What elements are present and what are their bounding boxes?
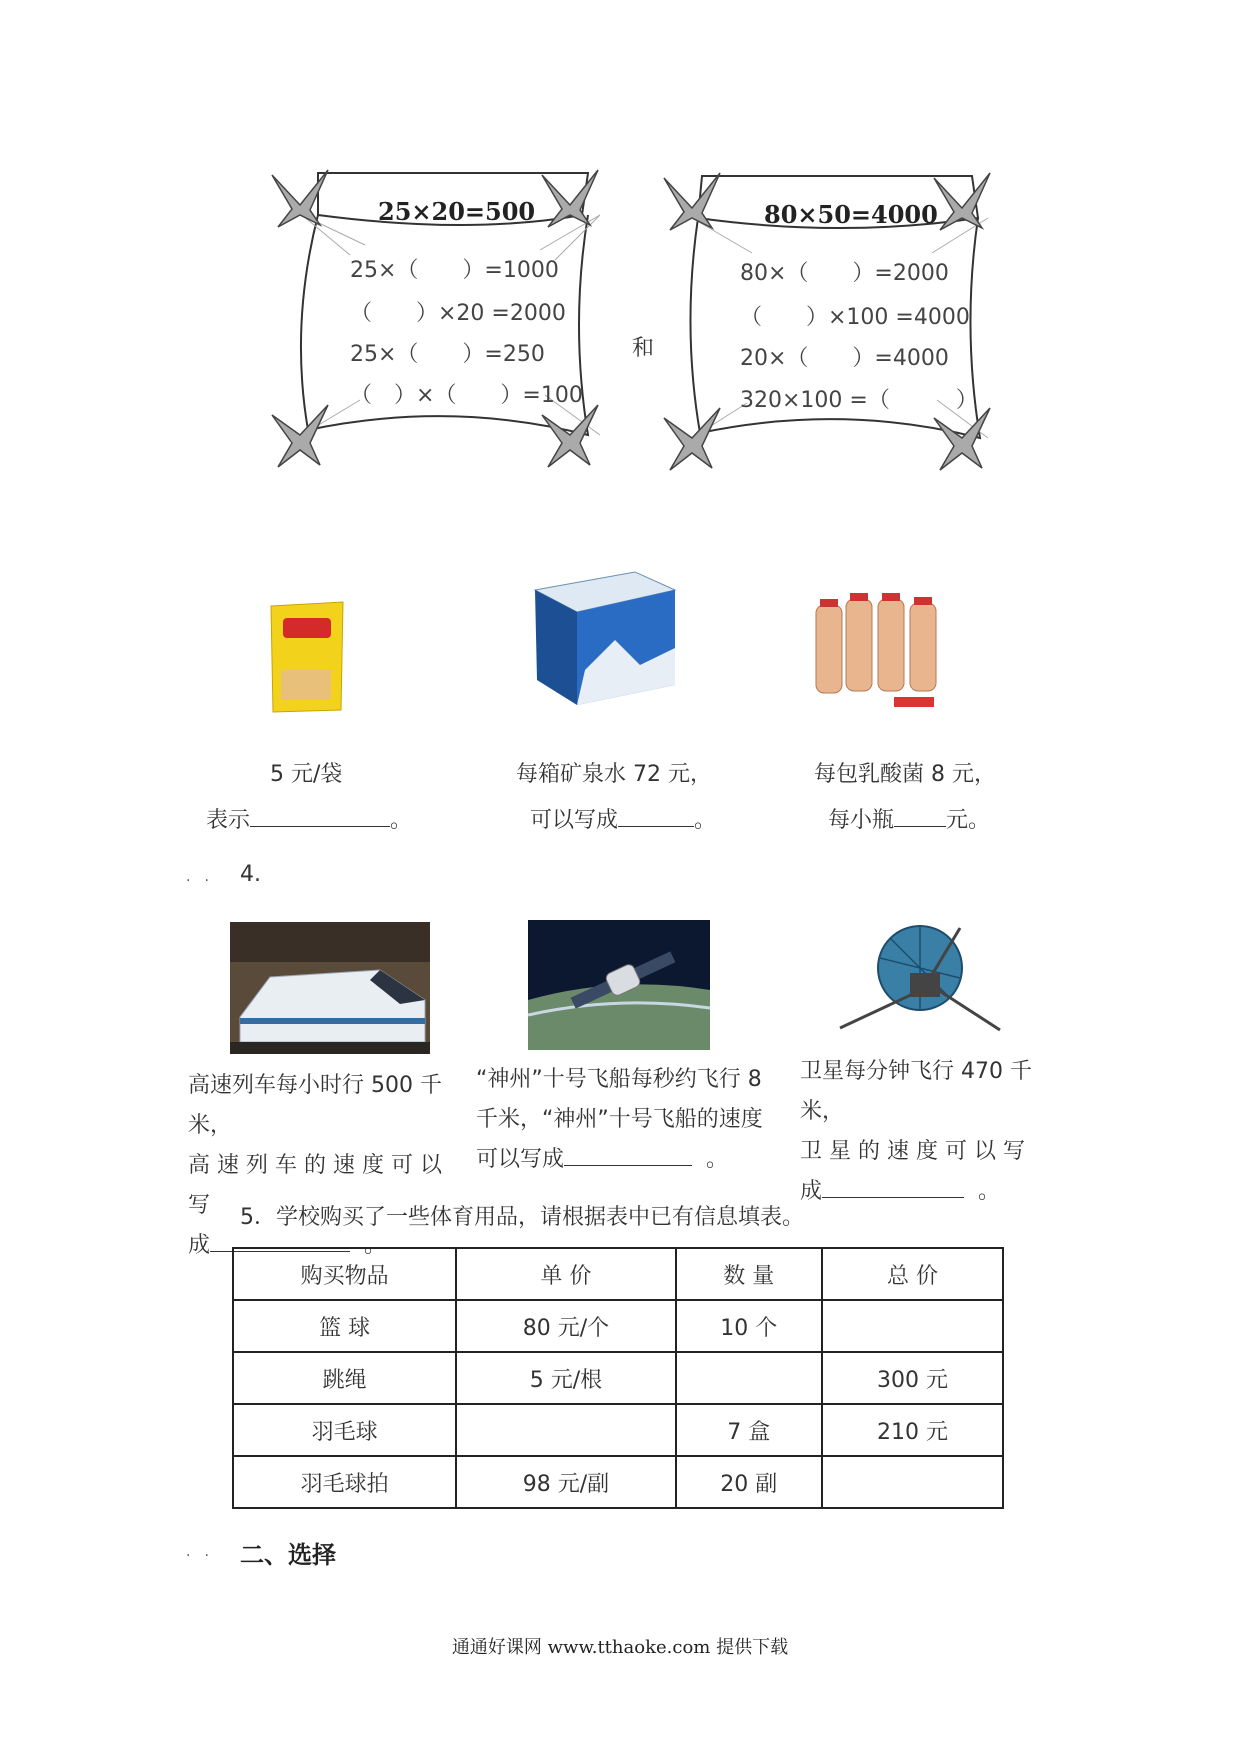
- table-cell: 羽毛球拍: [233, 1456, 456, 1508]
- table-header-cell: 购买物品: [233, 1248, 456, 1300]
- yogurt-pack-image: [810, 585, 942, 713]
- speed-end: 。: [706, 1147, 729, 1172]
- table-header-cell: 数 量: [676, 1248, 822, 1300]
- table-cell-blank[interactable]: [822, 1300, 1003, 1352]
- banner-line: 320×100 =（ ）: [740, 388, 978, 413]
- page-footer: 通通好课网 www.tthaoke.com 提供下载: [451, 1637, 789, 1658]
- table-cell: 98 元/副: [456, 1456, 675, 1508]
- banner-title: 80×50=4000: [764, 200, 938, 229]
- banner-line: 25×（ ）=1000: [350, 258, 559, 283]
- table-row: [233, 1352, 1003, 1404]
- speed-line3: [476, 1140, 786, 1180]
- banner-line: （ ）×20 =2000: [350, 301, 566, 326]
- product-caption-line2: [530, 803, 716, 834]
- table-cell-blank[interactable]: [822, 1456, 1003, 1508]
- table-cell-blank[interactable]: [456, 1404, 675, 1456]
- table-header-cell: 单 价: [456, 1248, 675, 1300]
- table-cell: 10 个: [676, 1300, 822, 1352]
- table-row: [233, 1456, 1003, 1508]
- speed-text: 成: [188, 1233, 211, 1258]
- chips-bag-image: [265, 600, 349, 715]
- speed-text-train: [188, 1066, 458, 1266]
- table-cell: 篮 球: [233, 1300, 456, 1352]
- question-4-number: 4.: [240, 862, 261, 887]
- banner-line: （ ）×100 =4000: [740, 305, 970, 330]
- section-title: 二、选择: [240, 1541, 336, 1569]
- table-cell: 20 副: [676, 1456, 822, 1508]
- table-cell-blank[interactable]: [676, 1352, 822, 1404]
- question-5-text: 5．学校购买了一些体育用品，请根据表中已有信息填表。: [240, 1205, 804, 1230]
- water-box-image: [525, 560, 683, 710]
- answer-blank[interactable]: [564, 1147, 692, 1166]
- speed-end: 。: [364, 1233, 387, 1258]
- product-caption-line1: 每包乳酸菌 8 元，: [814, 762, 996, 787]
- product-caption-line2: [206, 803, 412, 834]
- satellite-image: [830, 918, 1010, 1048]
- banner-line: 25×（ ）=250: [350, 342, 545, 367]
- margin-dots: · ·: [186, 1548, 209, 1564]
- table-cell: 羽毛球: [233, 1404, 456, 1456]
- spaceship-image: [528, 920, 710, 1050]
- table-cell: 210 元: [822, 1404, 1003, 1456]
- product-caption-line1: 5 元/袋: [270, 762, 343, 787]
- table-row: [233, 1300, 1003, 1352]
- table-cell: 跳绳: [233, 1352, 456, 1404]
- banner-title: 25×20=500: [378, 197, 536, 226]
- speed-text-satellite: [800, 1052, 1060, 1212]
- table-header-row: [233, 1248, 1003, 1300]
- speed-line2: 千米，“神州”十号飞船的速度: [476, 1107, 763, 1132]
- speed-line1: “神州”十号飞船每秒约飞行 8: [476, 1067, 762, 1092]
- banner-line: 20×（ ）=4000: [740, 346, 949, 371]
- speed-text-spaceship: [476, 1060, 786, 1180]
- caption-end: 。: [694, 808, 717, 833]
- caption-end: 元。: [946, 808, 991, 833]
- caption-text: 可以写成: [530, 808, 619, 833]
- caption-end: 。: [390, 808, 413, 833]
- product-caption-line2: [828, 803, 990, 834]
- speed-line2: 高 速 列 车 的 速 度 可 以 写: [188, 1153, 442, 1218]
- answer-blank[interactable]: [618, 808, 694, 827]
- speed-line1: 高速列车每小时行 500 千米，: [188, 1073, 442, 1138]
- caption-text: 每小瓶: [828, 808, 895, 833]
- banner-line: 80×（ ）=2000: [740, 261, 949, 286]
- speed-text: 成: [800, 1179, 823, 1204]
- train-image: [230, 922, 430, 1054]
- answer-blank[interactable]: [894, 808, 946, 827]
- speed-line3: [800, 1172, 1060, 1212]
- kite-banner-1: [270, 165, 600, 485]
- table-cell: 80 元/个: [456, 1300, 675, 1352]
- answer-blank[interactable]: [822, 1179, 964, 1198]
- kite-banner-2: [662, 168, 992, 488]
- answer-blank[interactable]: [250, 808, 390, 827]
- banner-line: （ ）×（ ）=100: [350, 383, 583, 408]
- caption-text: 表示: [206, 808, 251, 833]
- table-header-cell: 总 价: [822, 1248, 1003, 1300]
- speed-line2: 卫 星 的 速 度 可 以 写: [800, 1139, 1025, 1164]
- table-cell: 7 盒: [676, 1404, 822, 1456]
- table-cell: 5 元/根: [456, 1352, 675, 1404]
- speed-text: 可以写成: [476, 1147, 565, 1172]
- table-row: [233, 1404, 1003, 1456]
- between-label: 和: [632, 336, 655, 361]
- product-caption-line1: 每箱矿泉水 72 元，: [516, 762, 712, 787]
- speed-end: 。: [978, 1179, 1001, 1204]
- speed-line1: 卫星每分钟飞行 470 千米，: [800, 1059, 1032, 1124]
- margin-dots: · ·: [186, 873, 209, 889]
- table-cell: 300 元: [822, 1352, 1003, 1404]
- purchase-table: [232, 1247, 1004, 1509]
